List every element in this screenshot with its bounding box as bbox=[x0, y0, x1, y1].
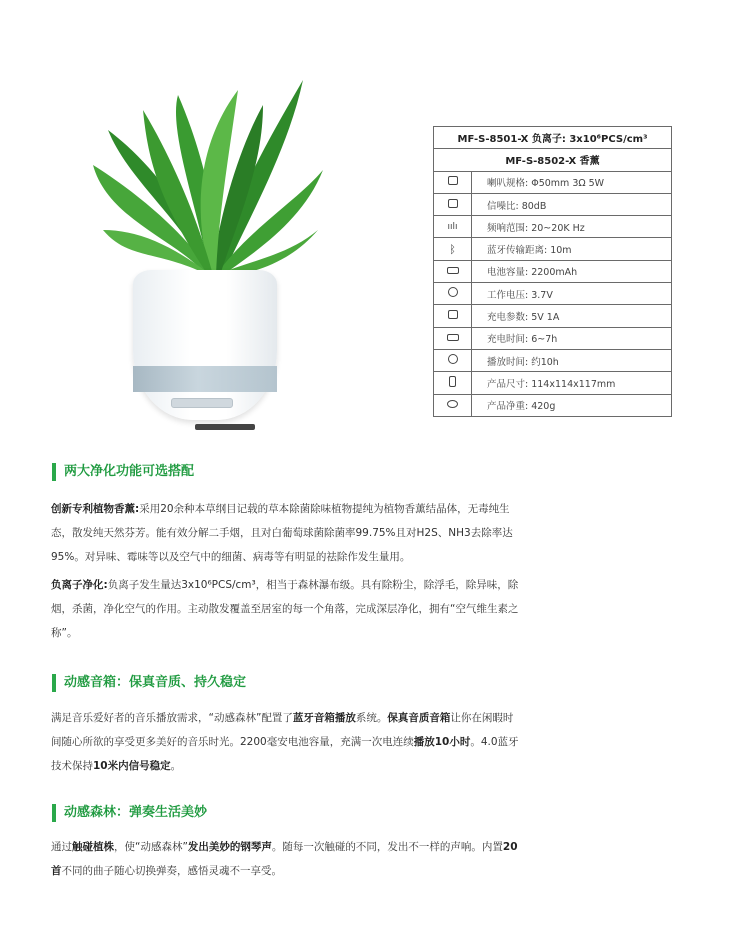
spec-text: 播放时间: 约10h bbox=[472, 349, 672, 371]
section3-bold: 触碰植株 bbox=[72, 841, 114, 853]
spec-row bbox=[434, 372, 672, 394]
section3-text: 通过 bbox=[51, 841, 72, 853]
section3-text: 。随每一次触碰的不同，发出不一样的声响。内置 bbox=[271, 841, 503, 853]
section2-bold: 保真音质音箱 bbox=[387, 712, 451, 724]
section1-p1-text: 采用20余种本草纲目记载的草本除菌除味植物提纯为植物香薰结晶体，无毒纯生态，散发纯天然芬芳。能有效分解二手烟，且对白葡萄球菌除菌率99.75%且对H2S、NH3去除率达95%。对异味、霉味等以及空气中的细菌、病毒等有明显的祛除作发生量用。 bbox=[51, 503, 513, 563]
section1-p2-lead: 负离子净化: bbox=[51, 579, 108, 591]
spec-row bbox=[434, 283, 672, 305]
section2-text: 。 bbox=[170, 760, 182, 772]
spec-text: 产品净重: 420g bbox=[472, 394, 672, 416]
spec-row bbox=[434, 260, 672, 282]
section3-paragraph bbox=[51, 835, 521, 883]
spec-row bbox=[434, 305, 672, 327]
section3-text: 不同的曲子随心切换弹奏，感悟灵魂不一享受。 bbox=[61, 865, 282, 877]
frequency-icon: ıılı bbox=[447, 222, 458, 233]
section2-text: 系统。 bbox=[355, 712, 388, 724]
spec-row bbox=[434, 327, 672, 349]
section1-p1-lead: 创新专利植物香薰: bbox=[51, 503, 140, 515]
spec-text: 喇叭规格: Φ50mm 3Ω 5W bbox=[472, 171, 672, 193]
spec-text: 产品尺寸: 114x114x117mm bbox=[472, 372, 672, 394]
battery-icon bbox=[447, 267, 459, 274]
section3-bold: 发出美妙的钢琴声 bbox=[187, 841, 272, 853]
size-icon bbox=[449, 376, 456, 387]
section2-paragraph bbox=[51, 706, 521, 778]
pot-logo-plate bbox=[171, 398, 233, 408]
section2-text: 。4.0蓝牙技术保持 bbox=[51, 736, 519, 772]
flower-pot bbox=[133, 270, 277, 420]
spec-row bbox=[434, 193, 672, 215]
voltage-icon bbox=[448, 287, 458, 297]
spec-text: 充电参数: 5V 1A bbox=[472, 305, 672, 327]
spec-row bbox=[434, 349, 672, 371]
section3-text: ，使“动感森林” bbox=[114, 841, 188, 853]
pot-band bbox=[133, 366, 277, 392]
section2-bold: 播放10小时 bbox=[413, 736, 471, 748]
section2-bold: 10米内信号稳定 bbox=[93, 760, 171, 772]
spec-header-2: MF-S-8502-X 香薰 bbox=[434, 149, 672, 171]
spec-text: 蓝牙传输距离: 10m bbox=[472, 238, 672, 260]
section1-paragraph2 bbox=[51, 573, 521, 645]
section2-bold: 蓝牙音箱播放 bbox=[292, 712, 356, 724]
spec-text: 充电时间: 6~7h bbox=[472, 327, 672, 349]
play-icon bbox=[448, 354, 458, 364]
section3-title: 动感森林：弹奏生活美妙 bbox=[52, 804, 207, 822]
section2-text: 满足音乐爱好者的音乐播放需求，“动感森林”配置了 bbox=[51, 712, 293, 724]
section1-p2-text: 负离子发生量达3x10⁶PCS/cm³，相当于森林瀑布级。具有除粉尘，除浮毛，除异味，除烟，杀菌，净化空气的作用。主动散发覆盖至居室的每一个角落，完成深层净化，拥有“空气维生素之称”。 bbox=[51, 579, 519, 639]
spec-table bbox=[433, 126, 672, 417]
charge-icon bbox=[448, 310, 458, 319]
weight-icon bbox=[447, 400, 458, 408]
spec-text: 信噪比: 80dB bbox=[472, 193, 672, 215]
spec-text: 工作电压: 3.7V bbox=[472, 283, 672, 305]
speaker-icon bbox=[448, 176, 458, 185]
spec-header-1: MF-S-8501-X 负离子: 3x10⁶PCS/cm³ bbox=[434, 127, 672, 149]
pot-base bbox=[195, 424, 255, 430]
section2-title: 动感音箱：保真音质、持久稳定 bbox=[52, 674, 246, 692]
section1-paragraph1 bbox=[51, 497, 521, 569]
sound-icon bbox=[448, 199, 458, 208]
spec-text: 电池容量: 2200mAh bbox=[472, 260, 672, 282]
plant-leaves bbox=[88, 70, 328, 290]
spec-header-row bbox=[434, 127, 672, 149]
section3-bold: 20首 bbox=[51, 841, 518, 877]
spec-row bbox=[434, 238, 672, 260]
spec-row bbox=[434, 394, 672, 416]
spec-header-row bbox=[434, 149, 672, 171]
charge-time-icon bbox=[447, 334, 459, 341]
spec-row bbox=[434, 216, 672, 238]
product-image bbox=[88, 70, 328, 430]
section2-text: 让你在闲暇时间随心所欲的享受更多美好的音乐时光。2200毫安电池容量，充满一次电连续 bbox=[51, 712, 514, 748]
spec-row bbox=[434, 171, 672, 193]
bluetooth-icon: ᛒ bbox=[449, 242, 456, 256]
spec-text: 频响范围: 20~20K Hz bbox=[472, 216, 672, 238]
section1-title: 两大净化功能可选搭配 bbox=[52, 463, 194, 481]
